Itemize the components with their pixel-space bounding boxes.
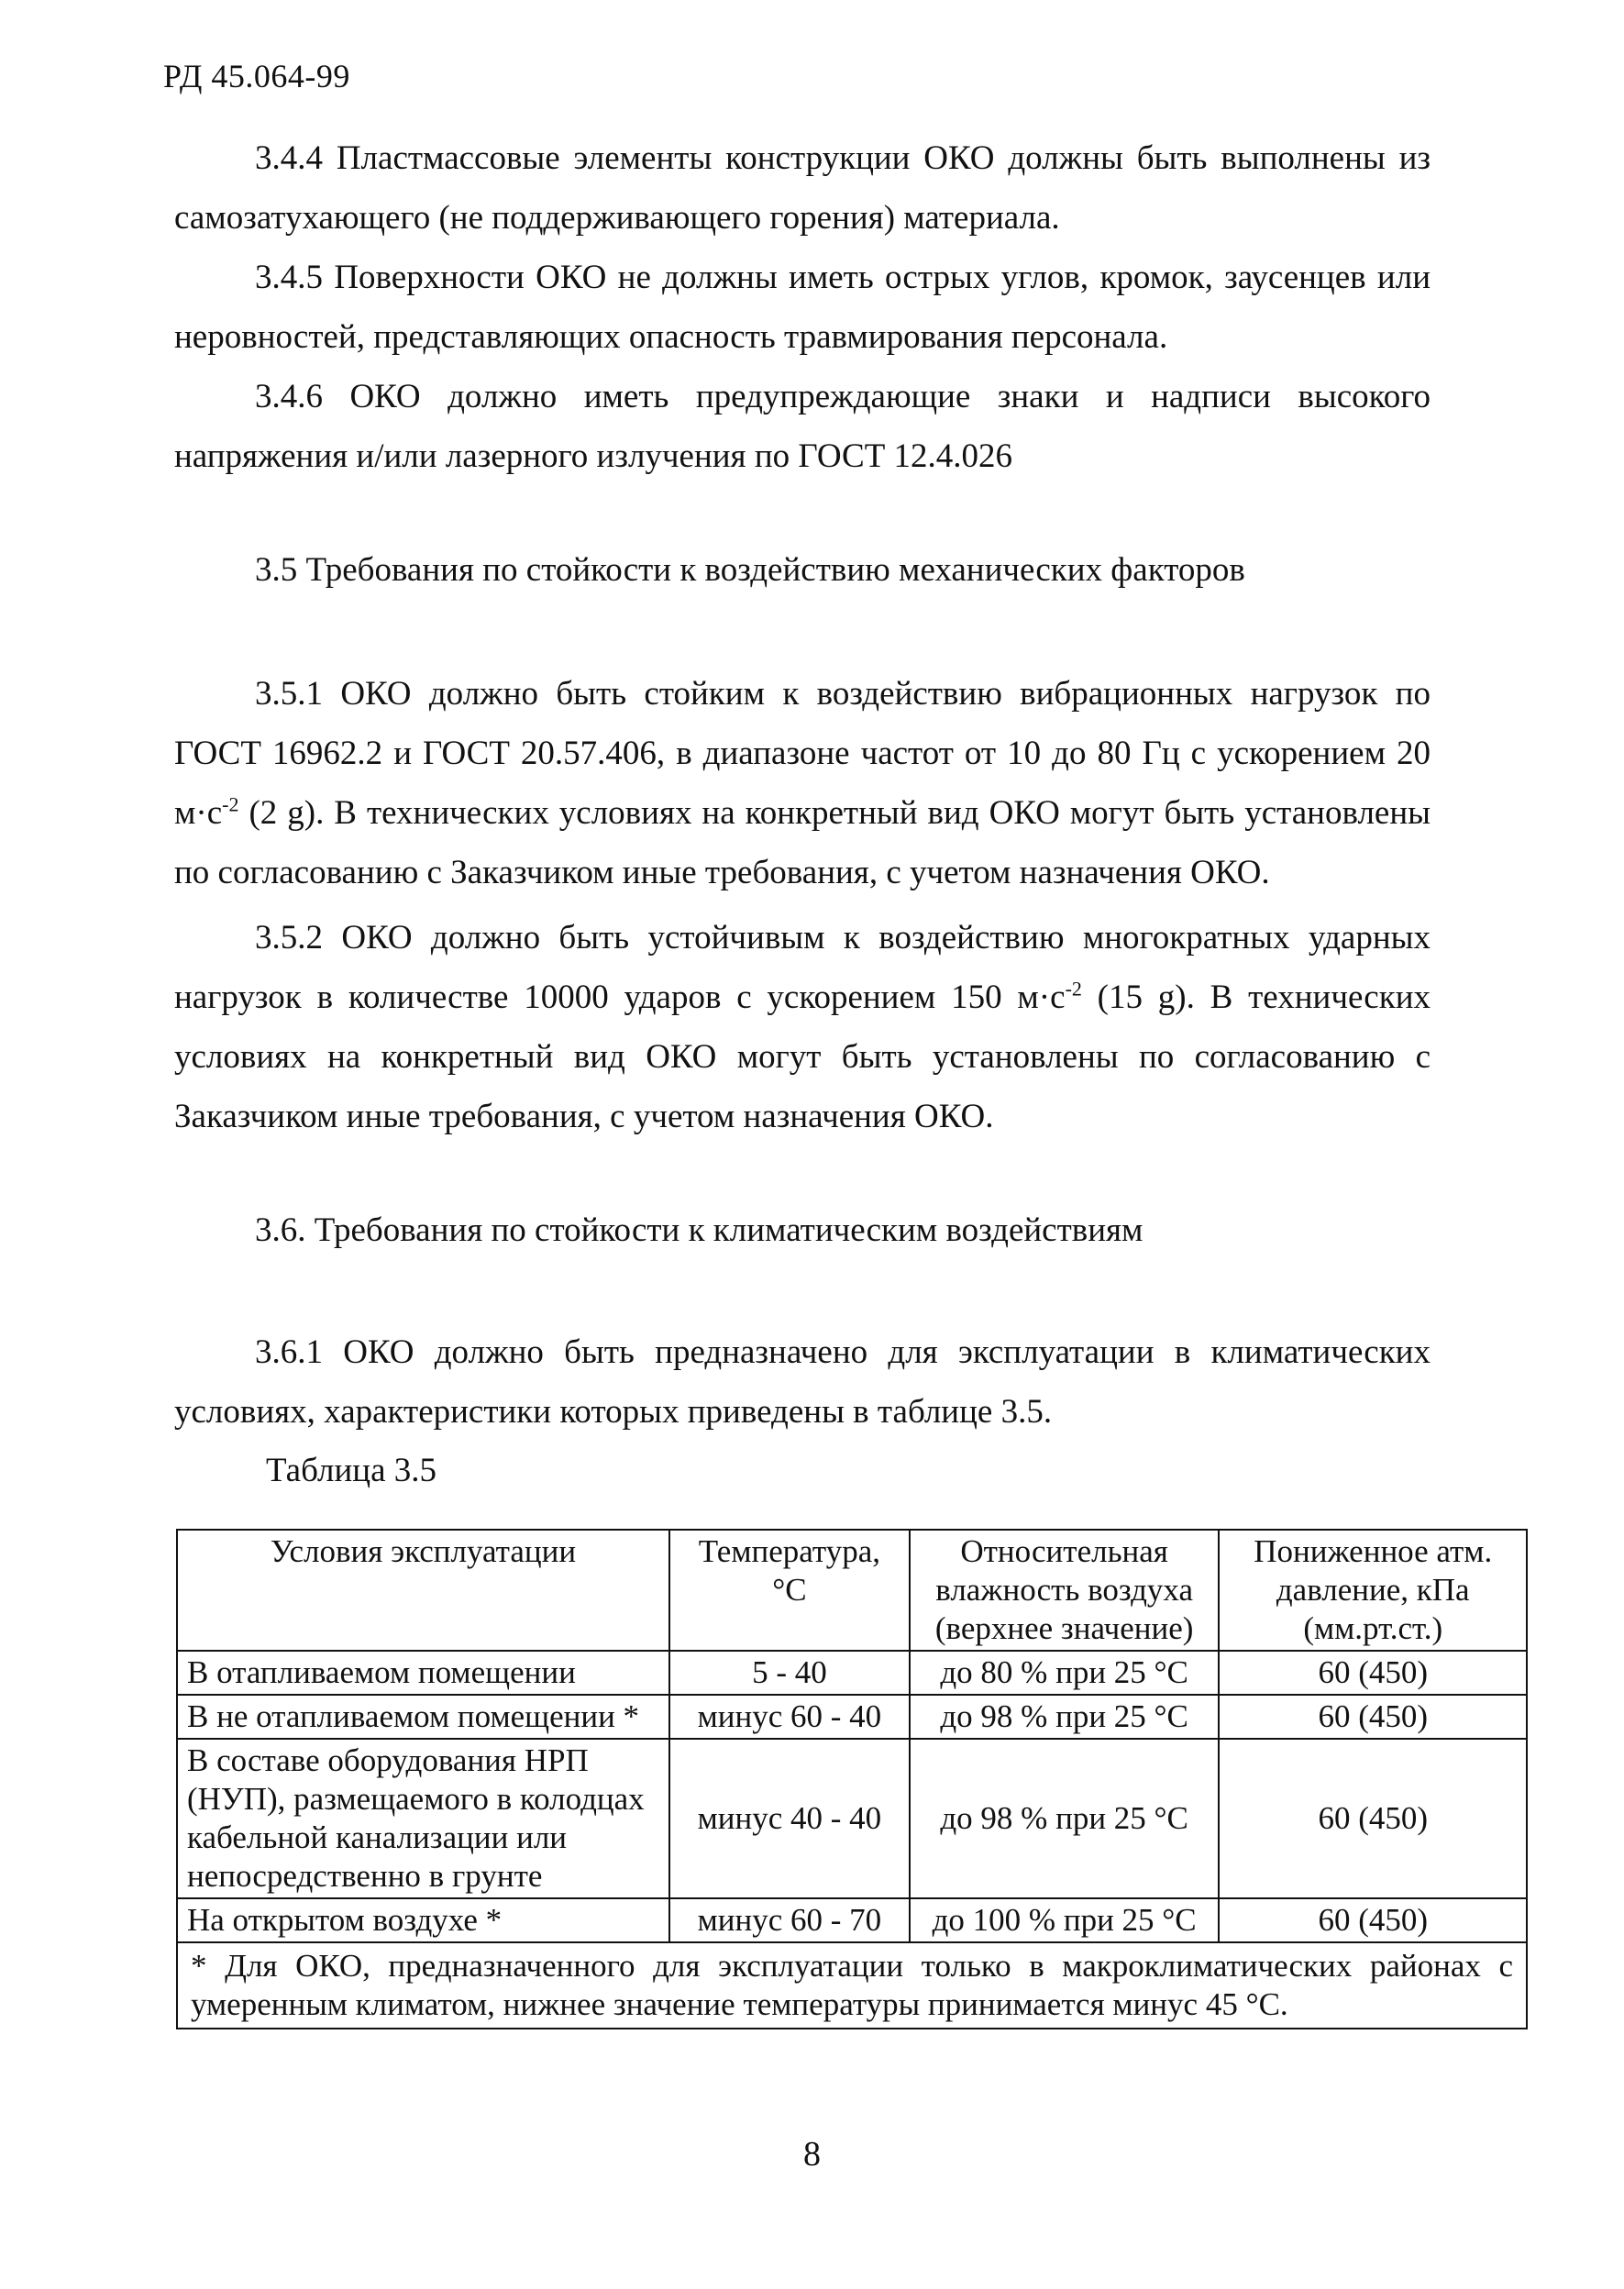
paragraph-text: [174, 664, 1431, 902]
cell-pressure: 60 (450): [1219, 1695, 1527, 1739]
paragraph-text-part: 3.5.2 ОКО должно быть устойчивым к воздействию многократных ударных нагрузок в количестве 10000 ударов с ускорением 150 м·с: [174, 919, 1431, 1016]
paragraph-text: 3.4.4 Пластмассовые элементы конструкции ОКО должны быть выполнены из самозатухающего (не поддерживающего горения) материала.: [174, 139, 1431, 237]
page-number: 8: [803, 2135, 821, 2173]
cell-conditions: В составе оборудования НРП (НУП), размещаемого в колодцах кабельной канализации или непосредственно в грунте: [177, 1739, 669, 1898]
table-row: [177, 1651, 1527, 1695]
cell-pressure: 60 (450): [1219, 1651, 1527, 1695]
cell-temperature: минус 60 - 40: [669, 1695, 910, 1739]
paragraph-text-part: (2 g). В технических условиях на конкретный вид ОКО могут быть установлены по согласованию с Заказчиком иные требования, с учетом назначения ОКО.: [174, 794, 1431, 891]
paragraph-text: 3.4.6 ОКО должно иметь предупреждающие знаки и надписи высокого напряжения и/или лазерного излучения по ГОСТ 12.4.026: [174, 378, 1431, 475]
table-note-row: [177, 1942, 1527, 2029]
cell-temperature: минус 60 - 70: [669, 1898, 910, 1942]
header-relative-humidity: Относительная влажность воздуха (верхнее значение): [910, 1530, 1220, 1651]
cell-pressure: 60 (450): [1219, 1739, 1527, 1898]
exponent: -2: [1065, 977, 1082, 1001]
exponent: -2: [222, 792, 239, 816]
climate-conditions-table: [176, 1529, 1528, 2029]
paragraph-text-part: 3.5.1 ОКО должно быть стойким к воздействию вибрационных нагрузок по ГОСТ 16962.2 и ГОСТ 20.57.406, в диапазоне частот от 10 до 80 Гц с ускорением 20 м·с: [174, 675, 1431, 832]
paragraph-text: 3.6.1 ОКО должно быть предназначено для эксплуатации в климатических условиях, характеристики которых приведены в таблице 3.5.: [174, 1333, 1431, 1431]
document-code: РД 45.064-99: [163, 58, 350, 94]
cell-humidity: до 80 % при 25 °С: [910, 1651, 1220, 1695]
table-header-row: [177, 1530, 1527, 1651]
cell-temperature: 5 - 40: [669, 1651, 910, 1695]
cell-conditions: На открытом воздухе *: [177, 1898, 669, 1942]
paragraph-text: 3.4.5 Поверхности ОКО не должны иметь острых углов, кромок, заусенцев или неровностей, представляющих опасность травмирования персонала.: [174, 259, 1431, 356]
section-heading-3-6: 3.6. Требования по стойкости к климатическим воздействиям: [255, 1211, 1143, 1249]
paragraph-3-5-1: [174, 664, 1431, 902]
paragraph-3-4-6: [174, 367, 1431, 486]
cell-humidity: до 98 % при 25 °С: [910, 1695, 1220, 1739]
section-heading-3-5: 3.5 Требования по стойкости к воздействию механических факторов: [255, 551, 1245, 589]
paragraph-text-part: (15 g). В технических условиях на конкретный вид ОКО могут быть установлены по согласованию с Заказчиком иные требования, с учетом назначения ОКО.: [174, 979, 1431, 1135]
paragraph-3-4-4: [174, 128, 1431, 248]
cell-humidity: до 100 % при 25 °С: [910, 1898, 1220, 1942]
header-operating-conditions: Условия эксплуатации: [177, 1530, 669, 1651]
table-row: [177, 1739, 1527, 1898]
header-reduced-pressure: Пониженное атм. давление, кПа (мм.рт.ст.): [1219, 1530, 1527, 1651]
cell-humidity: до 98 % при 25 °С: [910, 1739, 1220, 1898]
table-caption: Таблица 3.5: [266, 1452, 436, 1489]
paragraph-3-5-2: [174, 908, 1431, 1146]
table-row: [177, 1695, 1527, 1739]
paragraph-text: [174, 908, 1431, 1146]
cell-pressure: 60 (450): [1219, 1898, 1527, 1942]
table-footnote: * Для ОКО, предназначенного для эксплуатации только в макроклиматических районах с умеренным климатом, нижнее значение температуры принимается минус 45 °С.: [177, 1942, 1527, 2029]
header-temperature: Температура, °С: [669, 1530, 910, 1651]
cell-conditions: В отапливаемом помещении: [177, 1651, 669, 1695]
cell-conditions: В не отапливаемом помещении *: [177, 1695, 669, 1739]
table-row: [177, 1898, 1527, 1942]
paragraph-3-6-1: [174, 1322, 1431, 1442]
cell-temperature: минус 40 - 40: [669, 1739, 910, 1898]
paragraph-3-4-5: [174, 248, 1431, 367]
